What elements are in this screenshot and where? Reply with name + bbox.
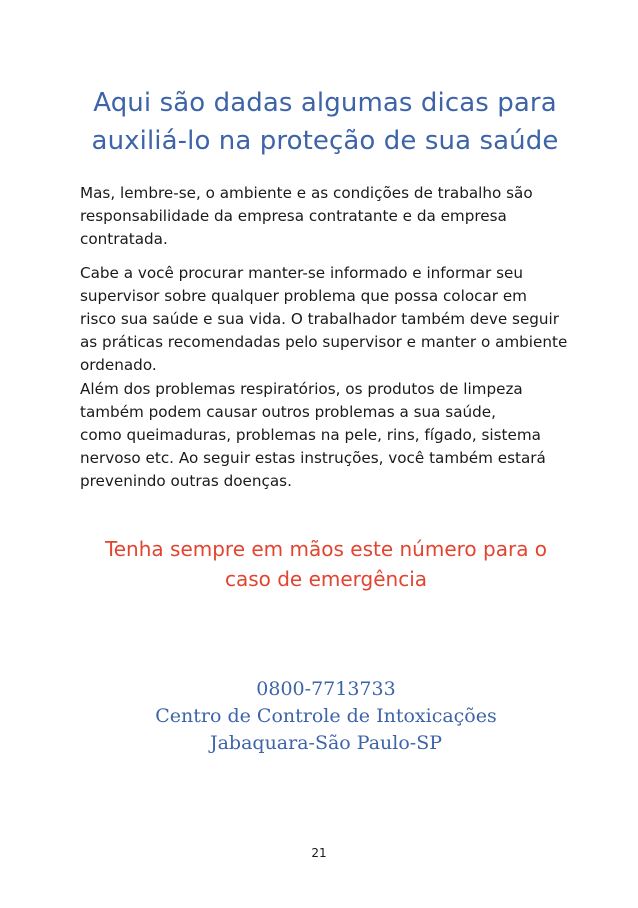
page-number: 21 [311, 846, 327, 860]
paragraph-line: nervoso etc. Ao seguir estas instruções, você também estará [80, 449, 546, 467]
phone-number: 0800-7713733 [256, 678, 396, 700]
emergency-heading [60, 534, 592, 594]
paragraph-stay-informed [80, 262, 580, 377]
paragraph-line: como queimaduras, problemas na pele, rins, fígado, sistema [80, 426, 541, 444]
paragraph-line: contratada. [80, 230, 168, 248]
paragraph-line: supervisor sobre qualquer problema que possa colocar em [80, 287, 527, 305]
paragraph-line: Mas, lembre-se, o ambiente e as condições de trabalho são [80, 184, 533, 202]
paragraph-line: também podem causar outros problemas a sua saúde, [80, 403, 496, 421]
paragraph-line: prevenindo outras doenças. [80, 472, 292, 490]
paragraph-line: Além dos problemas respiratórios, os produtos de limpeza [80, 380, 523, 398]
page-title [60, 84, 590, 160]
paragraph-health-problems [80, 378, 580, 493]
paragraph-line: as práticas recomendadas pelo supervisor e manter o ambiente [80, 333, 568, 351]
paragraph-line: Cabe a você procurar manter-se informado e informar seu [80, 264, 523, 282]
paragraph-line: responsabilidade da empresa contratante e da empresa [80, 207, 507, 225]
contact-organization: Centro de Controle de Intoxicações [155, 705, 497, 727]
emergency-line-2: caso de emergência [224, 567, 428, 591]
contact-location: Jabaquara-São Paulo-SP [209, 732, 443, 754]
paragraph-line: risco sua saúde e sua vida. O trabalhador também deve seguir [80, 310, 560, 328]
title-line-1: Aqui são dadas algumas dicas para [93, 88, 557, 118]
paragraph-responsibility [80, 182, 580, 251]
paragraph-line: ordenado. [80, 356, 157, 374]
emergency-line-1: Tenha sempre em mãos este número para o [104, 537, 548, 561]
emergency-contact [60, 676, 592, 757]
title-line-2: auxiliá-lo na proteção de sua saúde [91, 126, 559, 156]
